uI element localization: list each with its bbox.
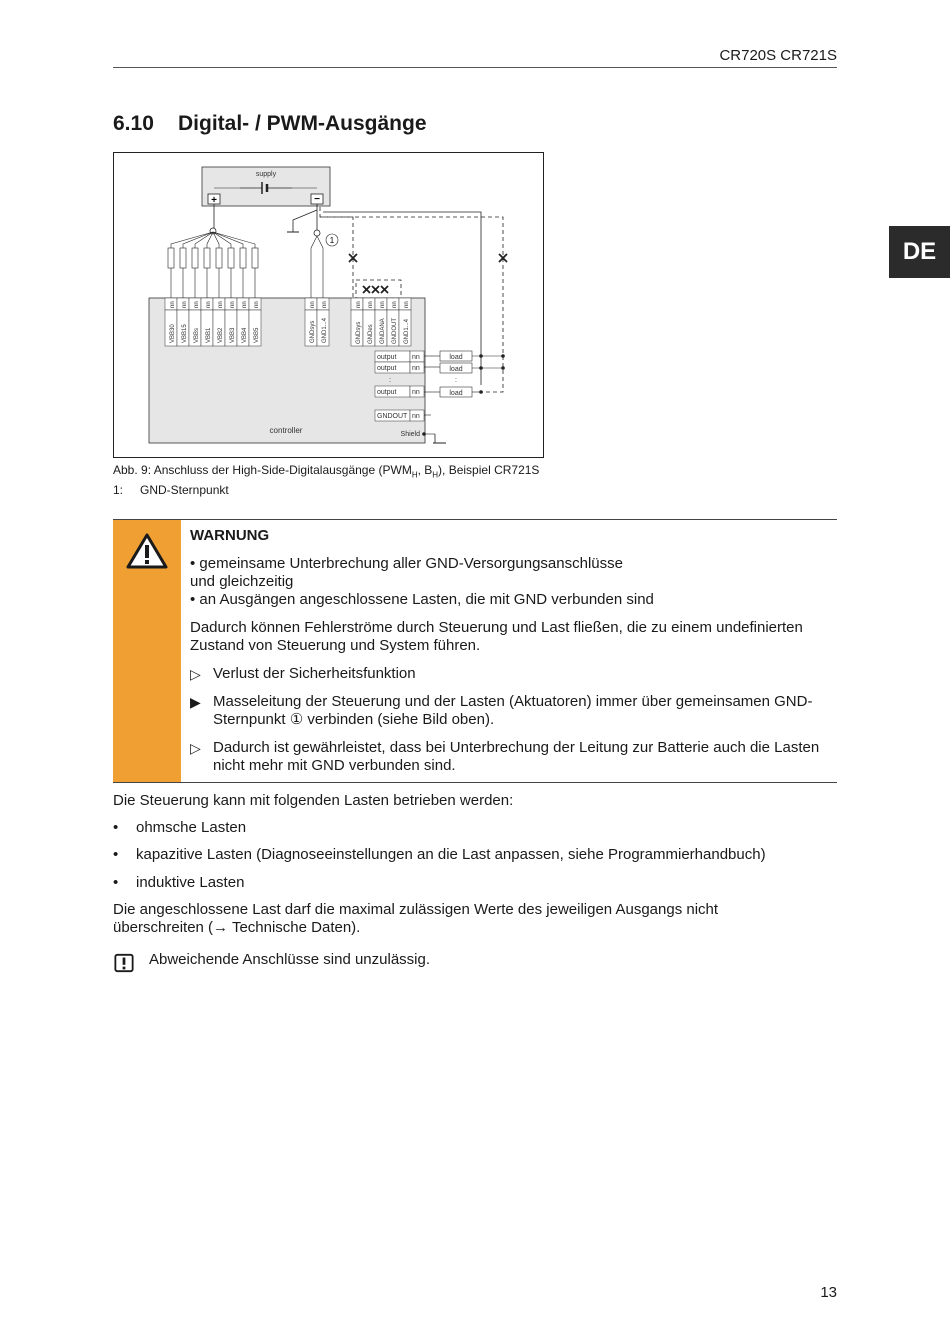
output-label: output [377, 354, 397, 361]
svg-text:nn: nn [356, 301, 362, 308]
warning-paragraph: Dadurch können Fehlerströme durch Steuerung und Last fließen, die zu einem undefinierten Zustand von Steuerung und System führen. [190, 619, 803, 654]
loads-intro: Die Steuerung kann mit folgenden Lasten betrieben werden: [113, 792, 514, 809]
svg-text:nn: nn [412, 354, 420, 361]
svg-text:nn: nn [412, 365, 420, 372]
minus-terminal: − [314, 194, 320, 205]
svg-text:nn: nn [242, 301, 248, 308]
result-arrow-icon: ▷ [190, 740, 201, 756]
warning-box [113, 519, 837, 783]
svg-text:nn: nn [412, 389, 420, 396]
svg-text:nn: nn [322, 301, 328, 308]
warning-action: ▶ Masseleitung der Steuerung und der Lasten (Aktuatoren) immer über gemeinsamen GND-Sternpunkt ① verbinden (siehe Bild oben). [190, 693, 813, 728]
load-label: load [449, 390, 463, 397]
svg-text:nn: nn [368, 301, 374, 308]
page-number: 13 [820, 1284, 837, 1301]
section-title [113, 112, 427, 136]
warning-result: ▷ Dadurch ist gewährleistet, dass bei Unterbrechung der Leitung zur Batterie auch die Lasten nicht mehr mit GND verbunden sind. [190, 739, 820, 774]
pin-label: GNDsys [356, 321, 362, 344]
svg-text::: : [389, 377, 391, 384]
plus-terminal: + [211, 195, 217, 206]
supply-label: supply [255, 171, 277, 178]
warning-conditions: • gemeinsame Unterbrechung aller GND-Versorgungsanschlüsse und gleichzeitig • an Ausgängen angeschlossene Lasten, die mit GND verbunden sind [190, 555, 654, 608]
list-item: • induktive Lasten [113, 874, 245, 891]
pin-label: VBBs [194, 327, 200, 343]
pin-label: VBB5 [254, 327, 260, 343]
output-label: output [377, 365, 397, 372]
language-tab: DE [889, 226, 950, 278]
svg-text:nn: nn [206, 301, 212, 308]
pin-label: GNDsys [310, 320, 316, 343]
header-title: CR720S CR721S [719, 47, 837, 64]
pin-label: GNDANA [380, 318, 386, 344]
pin-label: GNDOUT [392, 318, 398, 344]
load-limit-text: Die angeschlossene Last darf die maximal zulässigen Werte des jeweiligen Ausgangs nicht überschreiten (→ Technische Daten). [113, 901, 719, 936]
warning-heading: WARNUNG [190, 527, 270, 544]
svg-text:nn: nn [404, 301, 410, 308]
action-arrow-icon: ▶ [190, 694, 201, 710]
svg-text:nn: nn [182, 301, 188, 308]
svg-text:nn: nn [254, 301, 260, 308]
pin-label: GND1...4 [322, 317, 328, 343]
callout-number: 1 [329, 236, 335, 245]
svg-text:nn: nn [194, 301, 200, 308]
section-number: 6.10 [113, 112, 154, 135]
pin-label: VBB2 [218, 327, 224, 343]
figure-footnote: 1: GND-Sternpunkt [113, 483, 229, 497]
pin-label: VBB15 [182, 324, 188, 343]
pin-label: VBB4 [242, 327, 248, 343]
svg-text:nn: nn [392, 301, 398, 308]
wiring-diagram [113, 152, 544, 458]
note-text: Abweichende Anschlüsse sind unzulässig. [149, 951, 431, 968]
section-heading: Digital- / PWM-Ausgänge [178, 112, 427, 135]
svg-text:nn: nn [310, 301, 316, 308]
controller-label: controller [269, 426, 303, 435]
header-divider [113, 67, 837, 68]
warning-sidebar [113, 520, 181, 782]
svg-text::: : [455, 377, 457, 384]
output-label: output [377, 389, 397, 396]
note-exclamation-icon [113, 953, 135, 973]
result-arrow-icon: ▷ [190, 666, 201, 682]
load-label: load [449, 366, 463, 373]
shield-label: Shield [400, 431, 420, 438]
pin-label: VBB1 [206, 327, 212, 343]
gndout-label: GNDOUT [377, 413, 408, 420]
svg-text:nn: nn [230, 301, 236, 308]
svg-text:nn: nn [218, 301, 224, 308]
warning-content [190, 527, 830, 785]
warning-triangle-icon [125, 532, 169, 570]
list-item: • kapazitive Lasten (Diagnoseeinstellungen an die Last anpassen, siehe Programmierhandbuch) [113, 846, 766, 863]
warning-result: ▷ Verlust der Sicherheitsfunktion [190, 665, 416, 682]
svg-text:nn: nn [412, 413, 420, 420]
list-item: • ohmsche Lasten [113, 819, 247, 836]
pin-label: VBB3 [230, 327, 236, 343]
load-label: load [449, 354, 463, 361]
svg-text:nn: nn [380, 301, 386, 308]
pin-label: VBB30 [170, 324, 176, 343]
pin-label: GND1...4 [404, 318, 410, 344]
svg-text:nn: nn [170, 301, 176, 308]
pin-label: GNDes [368, 324, 374, 344]
figure-caption: Abb. 9: Anschluss der High-Side-Digitalausgänge ($PWM_H$, $B_H$), Beispiel CR721S [113, 463, 540, 480]
